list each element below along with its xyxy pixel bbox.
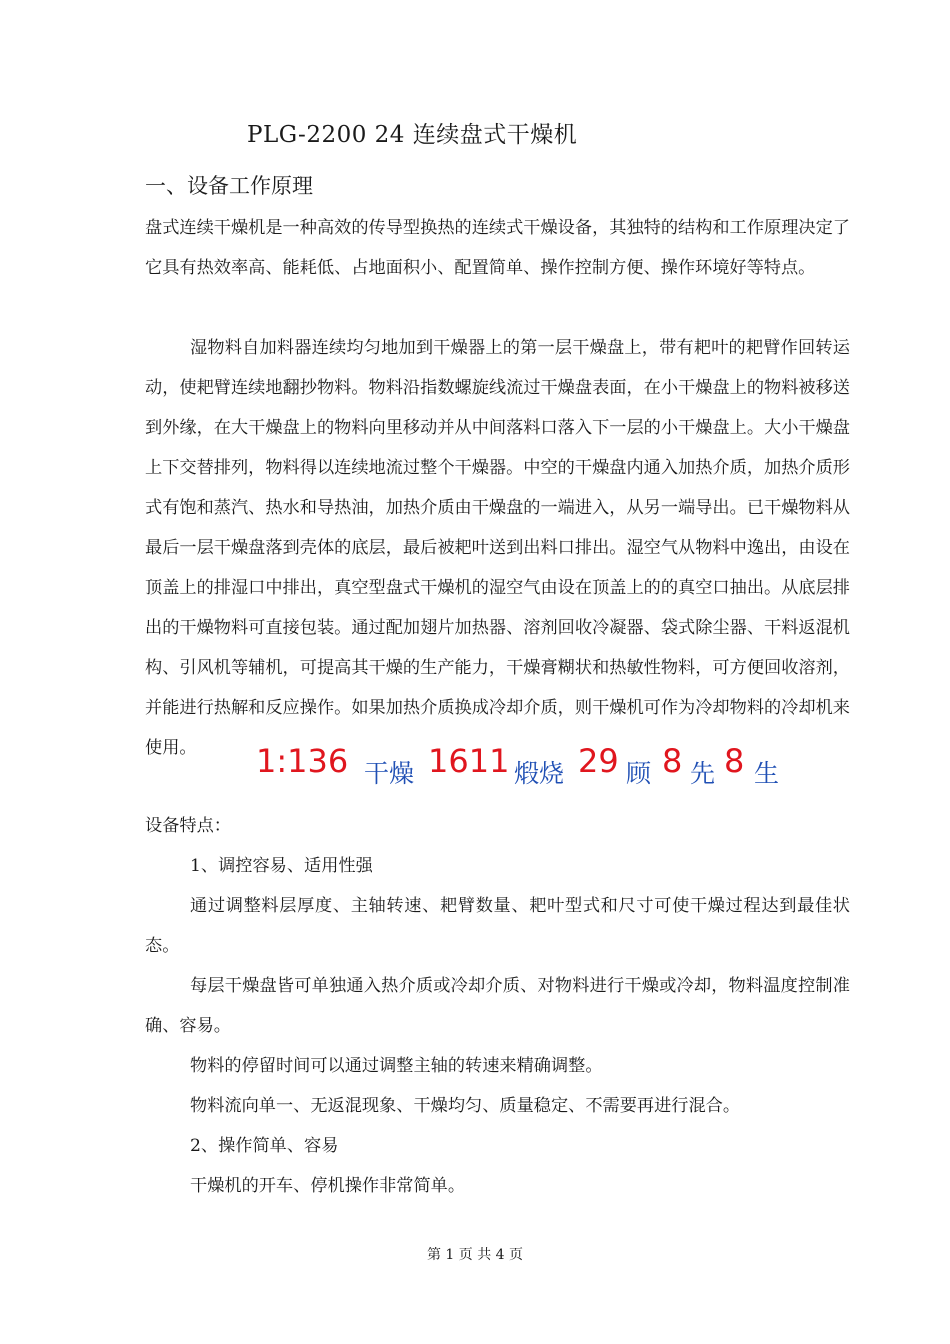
overlay-word-2: 煅烧: [514, 759, 565, 788]
paragraph-intro: 盘式连续干燥机是一种高效的传导型换热的连续式干燥设备，其独特的结构和工作原理决定了它具有热效率高、能耗低、占地面积小、配置简单、操作控制方便、操作环境好等特点。: [145, 218, 850, 278]
features-heading: 设备特点：: [145, 816, 231, 836]
feature-2-heading: 2、操作简单、容易: [190, 1136, 339, 1156]
feature-1-paragraph-1: 通过调整料层厚度、主轴转速、耙臂数量、耙叶型式和尺寸可使干燥过程达到最佳状态。: [145, 896, 850, 956]
feature-1-paragraph-3: 物料的停留时间可以通过调整主轴的转速来精确调整。: [190, 1056, 603, 1076]
feature-2-paragraph-1: 干燥机的开车、停机操作非常简单。: [190, 1176, 466, 1196]
overlay-word-3: 顾: [626, 759, 652, 788]
document-title: PLG-2200 24 连续盘式干燥机: [247, 122, 578, 148]
overlay-word-4: 先: [690, 759, 716, 788]
overlay-word-5: 生: [754, 759, 780, 788]
overlay-number-4: 8: [662, 742, 683, 780]
overlay-word-1: 干燥: [364, 759, 415, 788]
section-heading: 一、设备工作原理: [145, 174, 313, 198]
overlay-number-5: 8: [724, 742, 745, 780]
paragraph-principle: 湿物料自加料器连续均匀地加到干燥器上的第一层干燥盘上，带有耙叶的耙臂作回转运动，使耙臂连续地翻抄物料。物料沿指数螺旋线流过干燥盘表面，在小干燥盘上的物料被移送到外缘，在大干燥盘上的物料向里移动并从中间落料口落入下一层的小干燥盘上。大小干燥盘上下交替排列，物料得以连续地流过整个干燥器。中空的干燥盘内通入加热介质，加热介质形式有饱和蒸汽、热水和导热油，加热介质由干燥盘的一端进入，从另一端导出。已干燥物料从最后一层干燥盘落到壳体的底层，最后被耙叶送到出料口排出。湿空气从物料中逸出，由设在顶盖上的排湿口中排出，真空型盘式干燥机的湿空气由设在顶盖上的的真空口抽出。从底层排出的干燥物料可直接包装。通过配加翅片加热器、溶剂回收冷凝器、袋式除尘器、干料返混机构、引风机等辅机，可提高其干燥的生产能力，干燥膏糊状和热敏性物料，可方便回收溶剂，并能进行热解和反应操作。如果加热介质换成冷却介质，则干燥机可作为冷却物料的冷却机来使用。: [145, 338, 850, 758]
page-number: 第 1 页 共 4 页: [426, 1247, 524, 1263]
feature-1-heading: 1、调控容易、适用性强: [190, 856, 373, 876]
overlay-number-1: 1:136: [256, 742, 349, 780]
overlay-number-3: 29: [578, 742, 619, 780]
feature-1-paragraph-4: 物料流向单一、无返混现象、干燥均匀、质量稳定、不需要再进行混合。: [190, 1096, 741, 1116]
feature-1-paragraph-2: 每层干燥盘皆可单独通入热介质或冷却介质、对物料进行干燥或冷却，物料温度控制准确、容易。: [145, 976, 850, 1036]
overlay-number-2: 1611: [428, 742, 510, 780]
